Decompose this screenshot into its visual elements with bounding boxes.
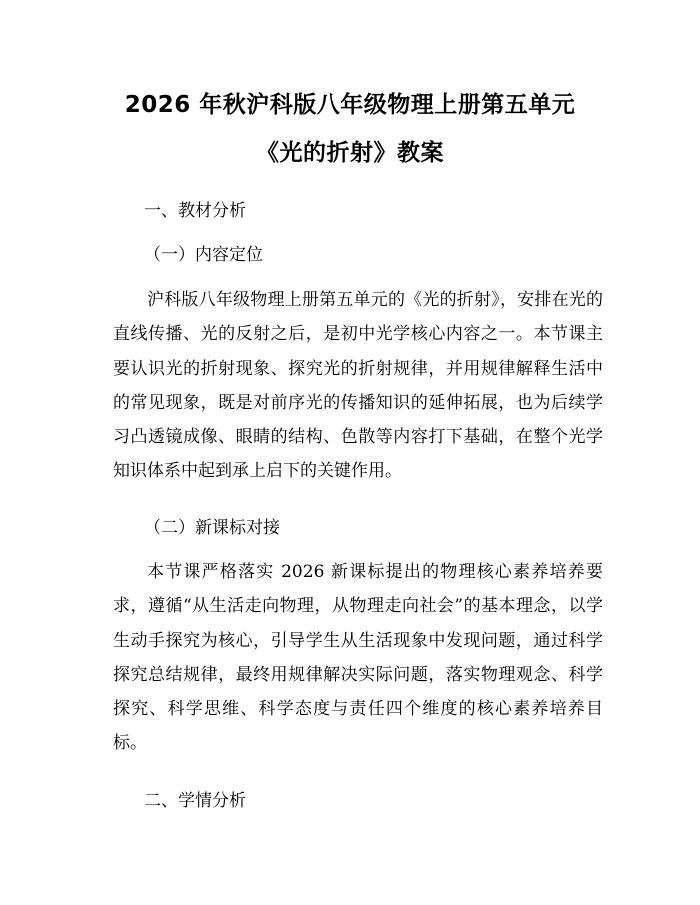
section-heading-student-analysis: 二、学情分析 xyxy=(144,791,246,811)
document-title-line-2: 《光的折射》教案 xyxy=(256,140,444,166)
subsection-heading-curriculum-alignment: （二）新课标对接 xyxy=(144,518,280,538)
paragraph-content-positioning: 沪科版八年级物理上册第五单元的《光的折射》，安排在光的直线传播、光的反射之后，是初中光学核心内容之一。本节课主要认识光的折射现象、探究光的折射规律，并用规律解释生活中的常见现象，既是对前序光的传播知识的延伸拓展，也为后续学习凸透镜成像、眼睛的结构、色散等内容打下基础，在整个光学知识体系中起到承上启下的关键作用。 xyxy=(113,290,603,482)
document-title-line-1: 2026 年秋沪科版八年级物理上册第五单元 xyxy=(124,92,576,118)
section-heading-textbook-analysis: 一、教材分析 xyxy=(144,201,246,221)
paragraph-curriculum-alignment: 本节课严格落实 2026 新课标提出的物理核心素养培养要求，遵循“从生活走向物理，从物理走向社会”的基本理念，以学生动手探究为核心，引导学生从生活现象中发现问题，通过科学探究总结规律，最终用规律解决实际问题，落实物理观念、科学探究、科学思维、科学态度与责任四个维度的核心素养培养目标。 xyxy=(113,562,603,754)
subsection-heading-content-positioning: （一）内容定位 xyxy=(144,245,263,265)
